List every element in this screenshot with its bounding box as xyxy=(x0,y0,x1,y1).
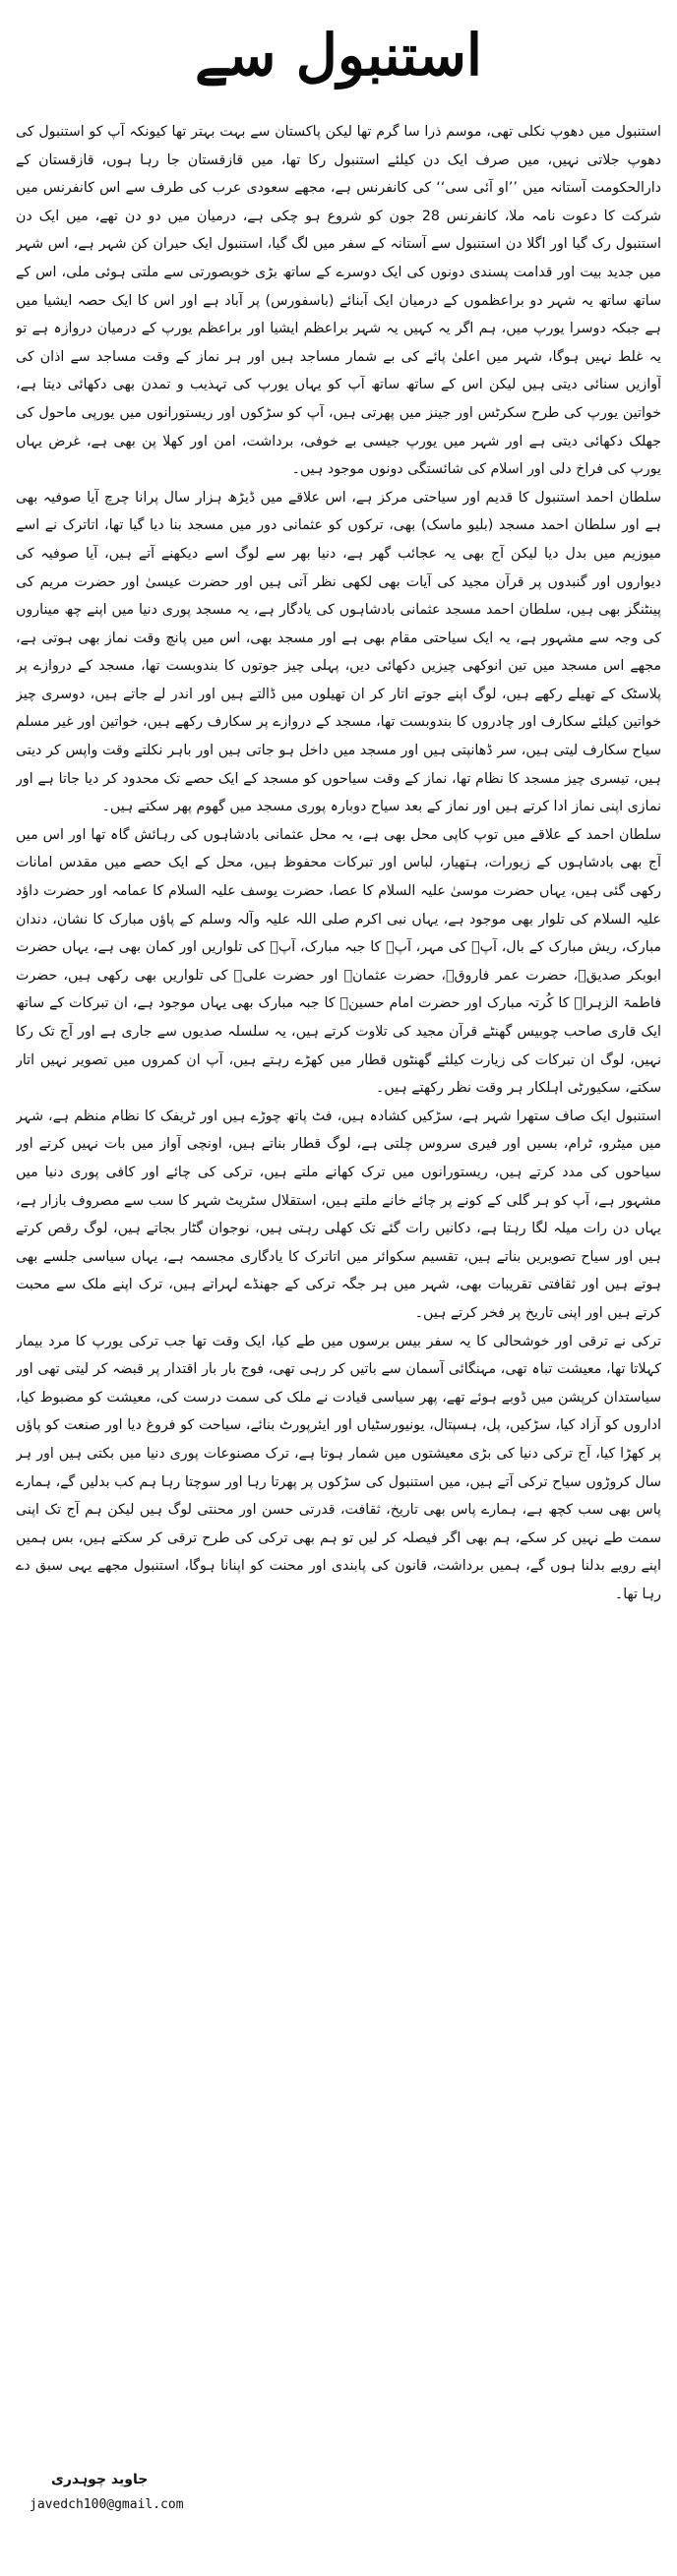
author-email[interactable]: javedch100@gmail.com xyxy=(30,2497,184,2512)
paragraph: استنبول میں دھوپ نکلی تھی، موسم ذرا سا گرم تھا لیکن پاکستان سے بہت بہتر تھا کیونکہ آپ کو استنبول کی دھوپ جلاتی نہیں، میں صرف ایک دن کیلئے استنبول رکا تھا، میں قازقستان جا رہا ہوں، قازقستان کے دارالحکومت آستانہ میں ’’او آئی سی‘‘ کی کانفرنس ہے، مجھے سعودی عرب کی طرف سے اس کانفرنس میں شرکت کا دعوت نامہ ملا، کانفرنس 28 جون کو شروع ہو چکی ہے، درمیان میں دو دن تھے، میں ایک دن استنبول رک گیا اور اگلا دن استنبول سے آستانہ کے سفر میں لگ گیا، استنبول ایک حیران کن شہر ہے، اس شہر میں جدید بیت اور قدامت پسندی دونوں کی ایک دوسرے کے ساتھ بڑی خوبصورتی سے ملتی ہوئی ملی، اس کے ساتھ ساتھ یہ شہر دو براعظموں کے درمیان ایک آبنائے (باسفورس) پر آباد ہے اور اس کا ایک حصہ ایشیا میں ہے جبکہ دوسرا یورپ میں، ہم اگر یہ کہیں یہ شہر براعظم ایشیا اور براعظم یورپ کے درمیان دروازہ ہے تو یہ غلط نہیں ہوگا، شہر میں اعلیٰ پائے کی بے شمار مساجد ہیں اور ہر نماز کے وقت مساجد سے اذان کی آوازیں سنائی دیتی ہیں لیکن اس کے ساتھ ساتھ آپ کو یہاں یورپ کی تہذیب و تمدن بھی دکھائی دیتا ہے، خواتین یورپ کی طرح سکرٹس اور جینز میں پھرتی ہیں، آپ کو سڑکوں اور ریستورانوں میں یورپی ماحول کی جھلک دکھائی دیتی ہے اور شہر میں یورپ جیسی بے خوفی، برداشت، امن اور کھلا پن بھی ہے، غرض یہاں یورپ کی فراخ دلی اور اسلام کی شائستگی دونوں موجود ہیں۔ xyxy=(16,124,661,478)
byline xyxy=(16,2467,661,2518)
paragraph: سلطان احمد کے علاقے میں توپ کاپی محل بھی ہے، یہ محل عثمانی بادشاہوں کی رہائش گاہ تھا اور اس میں آج بھی بادشاہوں کے زیورات، ہتھیار، لباس اور تبرکات محفوظ ہیں، محل کے ایک حصے میں مقدس امانات رکھی گئی ہیں، یہاں حضرت موسیٰ علیہ السلام کا عصا، حضرت یوسف علیہ السلام کا عمامہ اور حضرت داؤد علیہ السلام کی تلوار بھی موجود ہے، یہاں نبی اکرم صلی اللہ علیہ وآلہ وسلم کے پاؤں مبارک کا نشان، دندان مبارک، ریش مبارک کے بال، آپؐ کی مہر، آپؐ کا جبہ مبارک، آپؐ کی تلواریں اور کمان بھی ہے، یہاں حضرت ابوبکر صدیقؓ، حضرت عمر فاروقؓ، حضرت عثمانؓ اور حضرت علیؓ کی تلواریں بھی رکھی ہیں، حضرت فاطمۃ الزہراؓ کا کُرتہ مبارک اور حضرت امام حسینؓ کا جبہ مبارک بھی یہاں موجود ہے، ان تبرکات کے ساتھ ایک قاری صاحب چوبیس گھنٹے قرآن مجید کی تلاوت کرتے ہیں، یہ سلسلہ صدیوں سے جاری ہے اور آج تک رکا نہیں، لوگ ان تبرکات کی زیارت کیلئے گھنٹوں قطار میں کھڑے رہتے ہیں، آپ ان کمروں میں تصویر نہیں اتار سکتے، سکیورٹی اہلکار ہر وقت نظر رکھتے ہیں۔ xyxy=(16,826,661,1097)
column-body xyxy=(16,118,661,2459)
column-headline: استنبول سے xyxy=(194,22,483,89)
paragraph: استنبول ایک صاف ستھرا شہر ہے، سڑکیں کشادہ ہیں، فٹ پاتھ چوڑے ہیں اور ٹریفک کا نظام منظم ہے، شہر میں میٹرو، ٹرام، بسیں اور فیری سروس چلتی ہے، لوگ قطار بناتے ہیں، اونچی آواز میں بات نہیں کرتے اور سیاحوں کی مدد کرتے ہیں، ریستورانوں میں ترک کھانے ملتے ہیں، ترکی کی چائے اور کافی پوری دنیا میں مشہور ہے، آپ کو ہر گلی کے کونے پر چائے خانے ملتے ہیں، استقلال سٹریٹ شہر کا سب سے مصروف بازار ہے، یہاں دن رات میلہ لگا رہتا ہے، دکانیں رات گئے تک کھلی رہتی ہیں، نوجوان گٹار بجاتے ہیں، لوگ رقص کرتے ہیں اور سیاح تصویریں بناتے ہیں، تقسیم سکوائر میں اتاترک کا یادگاری مجسمہ ہے، یہاں سیاسی جلسے بھی ہوتے ہیں اور ثقافتی تقریبات بھی، شہر میں ہر جگہ ترکی کے جھنڈے لہراتے ہیں، ترک اپنے ملک سے محبت کرتے ہیں اور اپنی تاریخ پر فخر کرتے ہیں۔ xyxy=(16,1108,661,1321)
paragraph: سلطان احمد استنبول کا قدیم اور سیاحتی مرکز ہے، اس علاقے میں ڈیڑھ ہزار سال پرانا چرچ آیا صوفیہ بھی ہے اور سلطان احمد مسجد (بلیو ماسک) بھی، ترکوں کو عثمانی دور میں مسجد بنا دیا گیا تھا، اتاترک نے اسے میوزیم میں بدل دیا لیکن آج بھی یہ عجائب گھر ہے، دنیا بھر سے لوگ اسے دیکھنے آتے ہیں، آیا صوفیہ کی دیواروں اور گنبدوں پر قرآن مجید کی آیات بھی لکھی نظر آتی ہیں اور حضرت عیسیٰ اور حضرت مریم کی پینٹنگز بھی ہیں، سلطان احمد مسجد عثمانی بادشاہوں کی یادگار ہے، یہ مسجد پوری دنیا میں اپنے چھ میناروں کی وجہ سے مشہور ہے، یہ ایک سیاحتی مقام بھی ہے اور مسجد بھی، اس میں پانچ وقت نماز بھی ہوتی ہے، مجھے اس مسجد میں تین انوکھی چیزیں دکھائی دیں، پہلی چیز جوتوں کا بندوبست تھا، مسجد کے دروازے پر پلاسٹک کے تھیلے رکھے ہیں، لوگ اپنے جوتے اتار کر ان تھیلوں میں ڈالتے ہیں اور اندر لے جاتے ہیں، دوسری چیز خواتین کیلئے سکارف اور چادروں کا بندوبست تھا، مسجد کے دروازے پر سکارف رکھے ہیں، خواتین اور غیر مسلم سیاح سکارف لیتی ہیں، سر ڈھانپتی ہیں اور مسجد میں داخل ہو جاتی ہیں اور باہر نکلتے وقت واپس کر دیتی ہیں، تیسری چیز مسجد کا نظام تھا، نماز کے وقت سیاحوں کو مسجد کے ایک حصے تک محدود کر دیا جاتا ہے اور نمازی اپنی نماز ادا کرتے ہیں اور نماز کے بعد سیاح دوبارہ پوری مسجد میں گھوم پھر سکتے ہیں۔ xyxy=(16,489,661,815)
author-name: جاوید چوہدری xyxy=(51,2472,149,2487)
paragraph: ترکی نے ترقی اور خوشحالی کا یہ سفر بیس برسوں میں طے کیا، ایک وقت تھا جب ترکی یورپ کا مرد بیمار کہلاتا تھا، معیشت تباہ تھی، مہنگائی آسمان سے باتیں کر رہی تھی، فوج بار بار اقتدار پر قبضہ کر لیتی تھی اور سیاستدان کرپشن میں ڈوبے ہوئے تھے، پھر سیاسی قیادت نے ملک کی سمت درست کی، معیشت کو مضبوط کیا، اداروں کو آزاد کیا، سڑکیں، پل، ہسپتال، یونیورسٹیاں اور ایئرپورٹ بنائے، سیاحت کو فروغ دیا اور صنعت کو پاؤں پر کھڑا کیا، آج ترکی دنیا کی بڑی معیشتوں میں شمار ہوتا ہے، ترک مصنوعات پوری دنیا میں بکتی ہیں اور ہر سال کروڑوں سیاح ترکی آتے ہیں، میں استنبول کی سڑکوں پر پھرتا رہا اور سوچتا رہا ہم کب بدلیں گے، ہمارے پاس بھی سب کچھ ہے، ہمارے پاس بھی تاریخ، ثقافت، قدرتی حسن اور محنتی لوگ ہیں لیکن ہم آج تک اپنی سمت طے نہیں کر سکے، ہم بھی اگر فیصلہ کر لیں تو ہم بھی ترکی کی طرح ترقی کر سکتے ہیں، بس ہمیں اپنے رویے بدلنا ہوں گے، ہمیں برداشت، قانون کی پابندی اور محنت کو اپنانا ہوگا، استنبول مجھے یہی سبق دے رہا تھا۔ xyxy=(16,1333,661,1602)
